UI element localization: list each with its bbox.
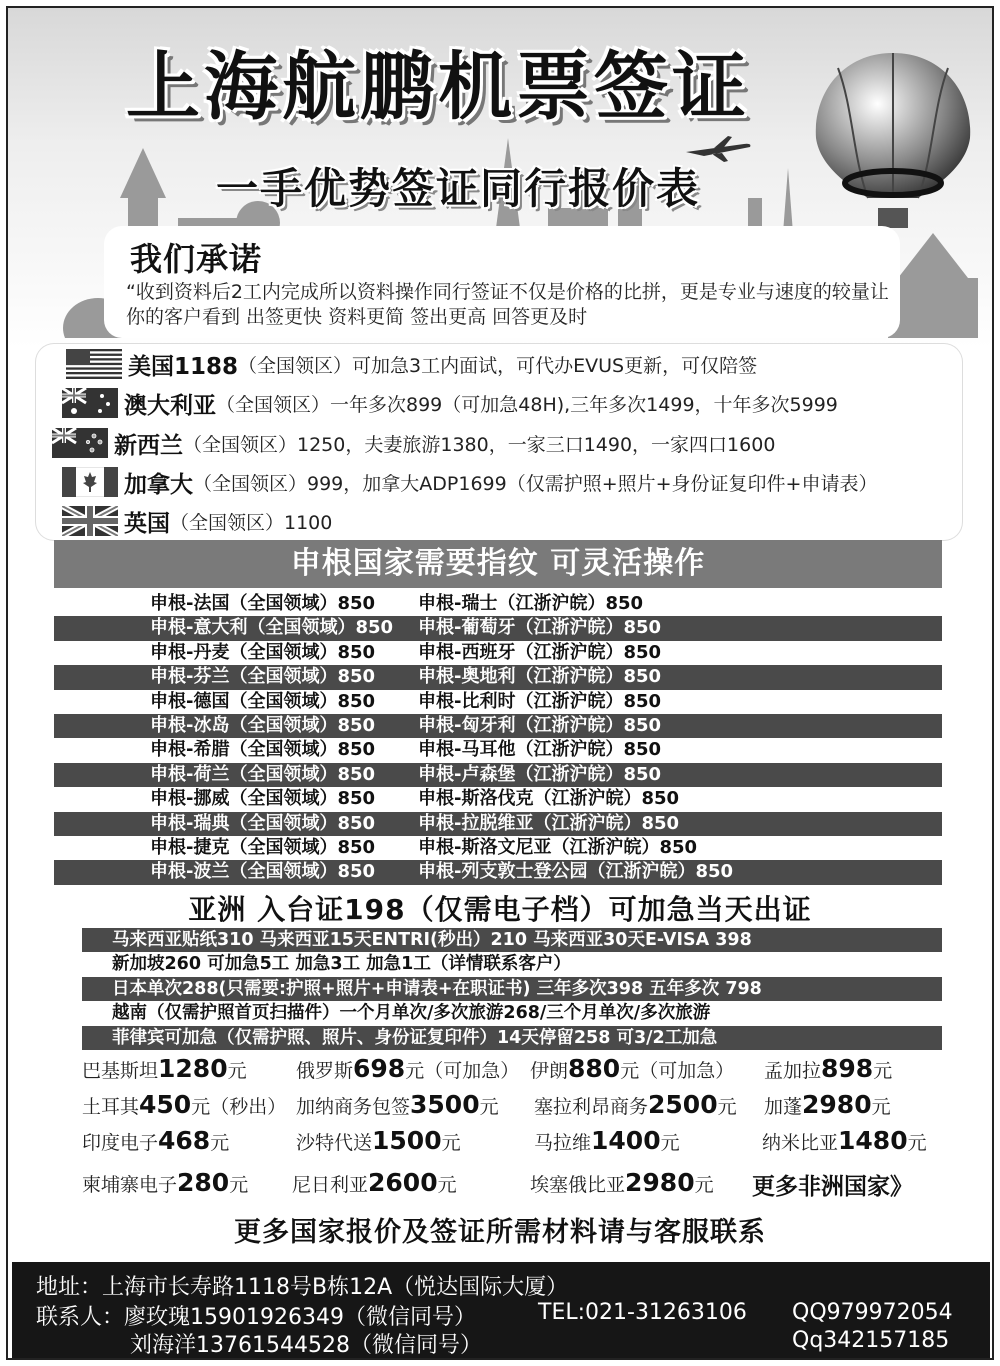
airplane-icon — [684, 134, 754, 164]
uk-flag-icon — [62, 506, 118, 536]
featured-countries — [36, 344, 962, 540]
new-zealand-flag-icon — [52, 428, 108, 458]
schengen-item: 申根-匈牙利（江浙沪皖）850 — [418, 714, 662, 736]
schengen-item: 申根-意大利（全国领域）850 — [150, 617, 394, 639]
schengen-item: 申根-比利时（江浙沪皖）850 — [418, 690, 662, 712]
australia-flag-icon — [62, 388, 118, 418]
schengen-item: 申根-马耳他（江浙沪皖）850 — [418, 739, 662, 761]
schengen-item: 申根-荷兰（全国领域）850 — [150, 763, 376, 785]
schengen-item: 申根-波兰（全国领域）850 — [150, 861, 376, 883]
price-item: 加纳商务包签3500元 — [296, 1090, 499, 1119]
canada-flag-icon — [62, 467, 118, 497]
schengen-item: 申根-西班牙（江浙沪皖）850 — [418, 641, 662, 663]
schengen-item: 申根-瑞典（全国领域）850 — [150, 812, 376, 834]
hot-air-balloon-icon — [798, 48, 988, 238]
country-row-australia — [62, 386, 838, 420]
country-name: 美国1188 — [128, 353, 239, 380]
price-item: 柬埔寨电子280元 — [82, 1168, 249, 1197]
address: 地址：上海市长寿路1118号B栋12A（悦达国际大厦） — [36, 1275, 569, 1300]
schengen-item: 申根-奥地利（江浙沪皖）850 — [418, 666, 662, 688]
country-desc: （全国领区）1100 — [170, 511, 333, 534]
price-list-subtitle: 一手优势签证同行报价表 — [215, 164, 700, 213]
asia-list — [82, 928, 942, 1050]
schengen-table — [54, 592, 942, 885]
country-desc: （全国领区）可加急3工内面试，可代办EVUS更新，可仅陪签 — [238, 354, 758, 377]
schengen-item: 申根-冰岛（全国领域）850 — [150, 714, 376, 736]
country-name: 英国 — [124, 510, 170, 537]
schengen-item: 申根-卢森堡（江浙沪皖）850 — [418, 763, 662, 785]
price-item: 土耳其450元（秒出） — [82, 1090, 287, 1119]
country-desc: （全国领区）1250，夫妻旅游1380，一家三口1490，一家四口1600 — [183, 433, 776, 456]
promise-box — [104, 226, 900, 338]
country-row-canada — [62, 465, 877, 499]
list-item: 马来西亚贴纸310 马来西亚15天ENTRI(秒出）210 马来西亚30天E-VISA 398 — [82, 928, 942, 952]
table-row — [54, 592, 942, 616]
price-item: 塞拉利昂商务2500元 — [534, 1090, 737, 1119]
table-row — [54, 812, 942, 836]
country-desc: （全国领区）999，加拿大ADP1699（仅需护照+照片+身份证复印件+申请表） — [193, 472, 878, 495]
promise-heading: 我们承诺 — [130, 240, 263, 278]
table-row — [54, 763, 942, 787]
footer-contact — [12, 1262, 990, 1358]
list-item: 菲律宾可加急（仅需护照、照片、身份证复印件）14天停留258 可3/2工加急 — [82, 1026, 942, 1050]
qq-number-2: Qq342157185 — [792, 1328, 950, 1353]
country-name: 新西兰 — [114, 432, 183, 459]
table-row — [54, 787, 942, 811]
contact-note: 更多国家报价及签证所需材料请与客服联系 — [234, 1217, 766, 1248]
price-item: 巴基斯坦1280元 — [82, 1054, 247, 1083]
price-item: 孟加拉898元 — [764, 1054, 893, 1083]
table-row — [54, 738, 942, 762]
more-africa-link[interactable]: 更多非洲国家》 — [752, 1174, 913, 1200]
price-item: 伊朗880元（可加急） — [530, 1054, 735, 1083]
country-row-new-zealand — [52, 426, 775, 460]
price-item: 加蓬2980元 — [764, 1090, 891, 1119]
price-item: 马拉维1400元 — [534, 1126, 680, 1155]
price-item: 俄罗斯698元（可加急） — [296, 1054, 520, 1083]
company-title: 上海航鹏机票签证 — [126, 44, 750, 130]
list-item: 新加坡260 可加急5工 加急3工 加急1工（详情联系客户） — [112, 954, 571, 975]
schengen-item: 申根-挪威（全国领域）850 — [150, 788, 376, 810]
table-row — [54, 690, 942, 714]
price-item: 印度电子468元 — [82, 1126, 230, 1155]
table-row — [54, 665, 942, 689]
table-row — [54, 836, 942, 860]
price-row — [0, 1126, 1000, 1166]
promise-text: “收到资料后2工内完成所以资料操作同行签证不仅是价格的比拼，更是专业与速度的较量让你的客户看到 出签更快 资料更简 签出更高 回答更及时 — [126, 281, 889, 328]
country-desc: （全国领区）一年多次899（可加急48H),三年多次1499，十年多次5999 — [216, 393, 838, 416]
banner — [8, 8, 992, 348]
schengen-item: 申根-拉脱维亚（江浙沪皖）850 — [418, 812, 680, 834]
price-row — [0, 1054, 1000, 1094]
schengen-item: 申根-斯洛文尼亚（江浙沪皖）850 — [418, 836, 698, 858]
list-item: 越南（仅需护照首页扫描件）一个月单次/多次旅游268/三个月单次/多次旅游 — [112, 1003, 711, 1024]
schengen-item: 申根-法国（全国领域）850 — [150, 593, 376, 614]
price-row — [0, 1168, 1000, 1208]
price-item: 尼日利亚2600元 — [292, 1168, 457, 1197]
table-row — [54, 616, 942, 640]
schengen-item: 申根-斯洛伐克（江浙沪皖）850 — [418, 788, 680, 810]
country-row-usa — [66, 347, 757, 381]
schengen-item: 申根-列支敦士登公园（江浙沪皖）850 — [418, 861, 734, 883]
table-row — [54, 641, 942, 665]
schengen-item: 申根-瑞士（江浙沪皖）850 — [418, 593, 644, 614]
price-item: 埃塞俄比亚2980元 — [530, 1168, 714, 1197]
list-item: 日本单次288(只需要:护照+照片+申请表+在职证书) 三年多次398 五年多次 798 — [82, 977, 942, 1001]
price-item: 纳米比亚1480元 — [762, 1126, 927, 1155]
schengen-item: 申根-丹麦（全国领域）850 — [150, 641, 376, 663]
schengen-item: 申根-德国（全国领域）850 — [150, 690, 376, 712]
contact-person-2: 刘海洋13761544528（微信同号） — [130, 1333, 482, 1358]
schengen-item: 申根-捷克（全国领域）850 — [150, 836, 376, 858]
telephone: TEL:021-31263106 — [538, 1300, 747, 1325]
table-row — [54, 714, 942, 738]
us-flag-icon — [66, 349, 122, 379]
contact-person-1: 联系人：廖玫瑰15901926349（微信同号） — [36, 1305, 476, 1330]
country-name: 澳大利亚 — [124, 392, 216, 419]
qq-number-1: QQ979972054 — [792, 1300, 953, 1325]
schengen-item: 申根-希腊（全国领域）850 — [150, 739, 376, 761]
price-item: 沙特代送1500元 — [296, 1126, 461, 1155]
schengen-item: 申根-芬兰（全国领域）850 — [150, 666, 376, 688]
asia-title: 亚洲 入台证198（仅需电子档）可加急当天出证 — [188, 893, 812, 926]
schengen-title: 申根国家需要指纹 可灵活操作 — [54, 540, 942, 588]
country-row-uk — [62, 504, 332, 538]
schengen-item: 申根-葡萄牙（江浙沪皖）850 — [418, 617, 662, 639]
country-name: 加拿大 — [124, 471, 193, 498]
price-row — [0, 1090, 1000, 1130]
table-row — [54, 860, 942, 884]
